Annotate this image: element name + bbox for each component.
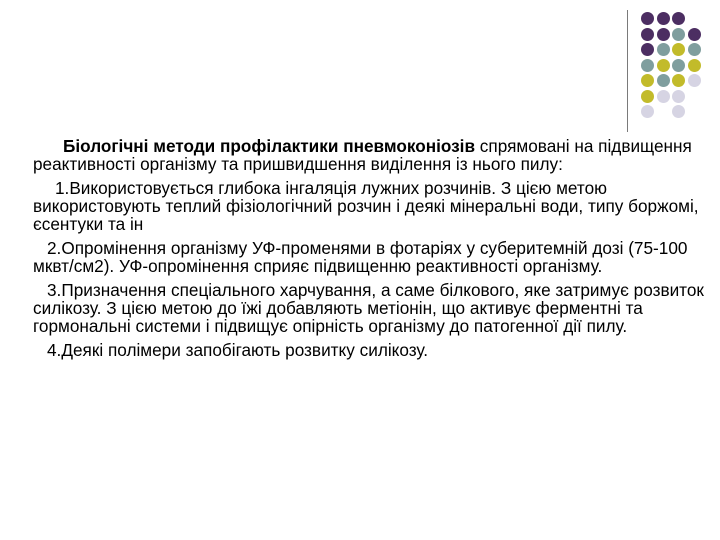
decorative-dot <box>657 74 670 87</box>
decorative-dot <box>641 43 654 56</box>
list-item-4: 4.Деякі полімери запобігають розвитку силікозу. <box>47 340 429 360</box>
slide-body <box>33 137 705 365</box>
decorative-dot <box>672 74 685 87</box>
decorative-dot <box>641 59 654 72</box>
decorative-dot <box>688 43 701 56</box>
decorative-dot <box>688 28 701 41</box>
decorative-dot <box>641 105 654 118</box>
decorative-dot <box>672 59 685 72</box>
decorative-dot <box>672 12 685 25</box>
decorative-dot <box>672 90 685 103</box>
decorative-dot <box>641 74 654 87</box>
decorative-dot <box>672 43 685 56</box>
list-item-3: 3.Призначення спеціального харчування, а саме білкового, яке затримує розвиток силікозу. З цією метою до їжі добавляють метіонін, що активує ферментні та гормональні системи і підвищує опірність організму до патогенної дії пилу. <box>33 280 704 336</box>
intro-text: спрямовані на підвищення реактивності організму та пришвидшення виділення із нього пилу: <box>33 136 692 174</box>
decorative-dot <box>688 59 701 72</box>
decorative-dot <box>641 12 654 25</box>
decorative-dot <box>657 59 670 72</box>
divider-line <box>627 10 628 132</box>
decorative-dot <box>672 28 685 41</box>
decorative-dot <box>657 12 670 25</box>
decorative-dot <box>641 28 654 41</box>
list-item-1: 1.Використовується глибока інгаляція лужних розчинів. З цією метою використовують теплий фізіологічний розчин і деякі мінеральні води, типу боржомі, єсентуки та ін <box>33 178 699 234</box>
decorative-dot <box>672 105 685 118</box>
intro-paragraph <box>33 137 705 173</box>
decorative-dot <box>641 90 654 103</box>
decorative-dot <box>688 74 701 87</box>
intro-bold-heading: Біологічні методи профілактики пневмоконіозів <box>63 136 476 156</box>
decorative-dot <box>657 43 670 56</box>
decorative-dot <box>657 28 670 41</box>
list-item-2: 2.Опромінення організму УФ-променями в фотаріях у суберитемній дозі (75-100 мквт/см2). УФ-опромінення сприяє підвищенню реактивності організму. <box>33 238 688 276</box>
decorative-dot <box>657 90 670 103</box>
